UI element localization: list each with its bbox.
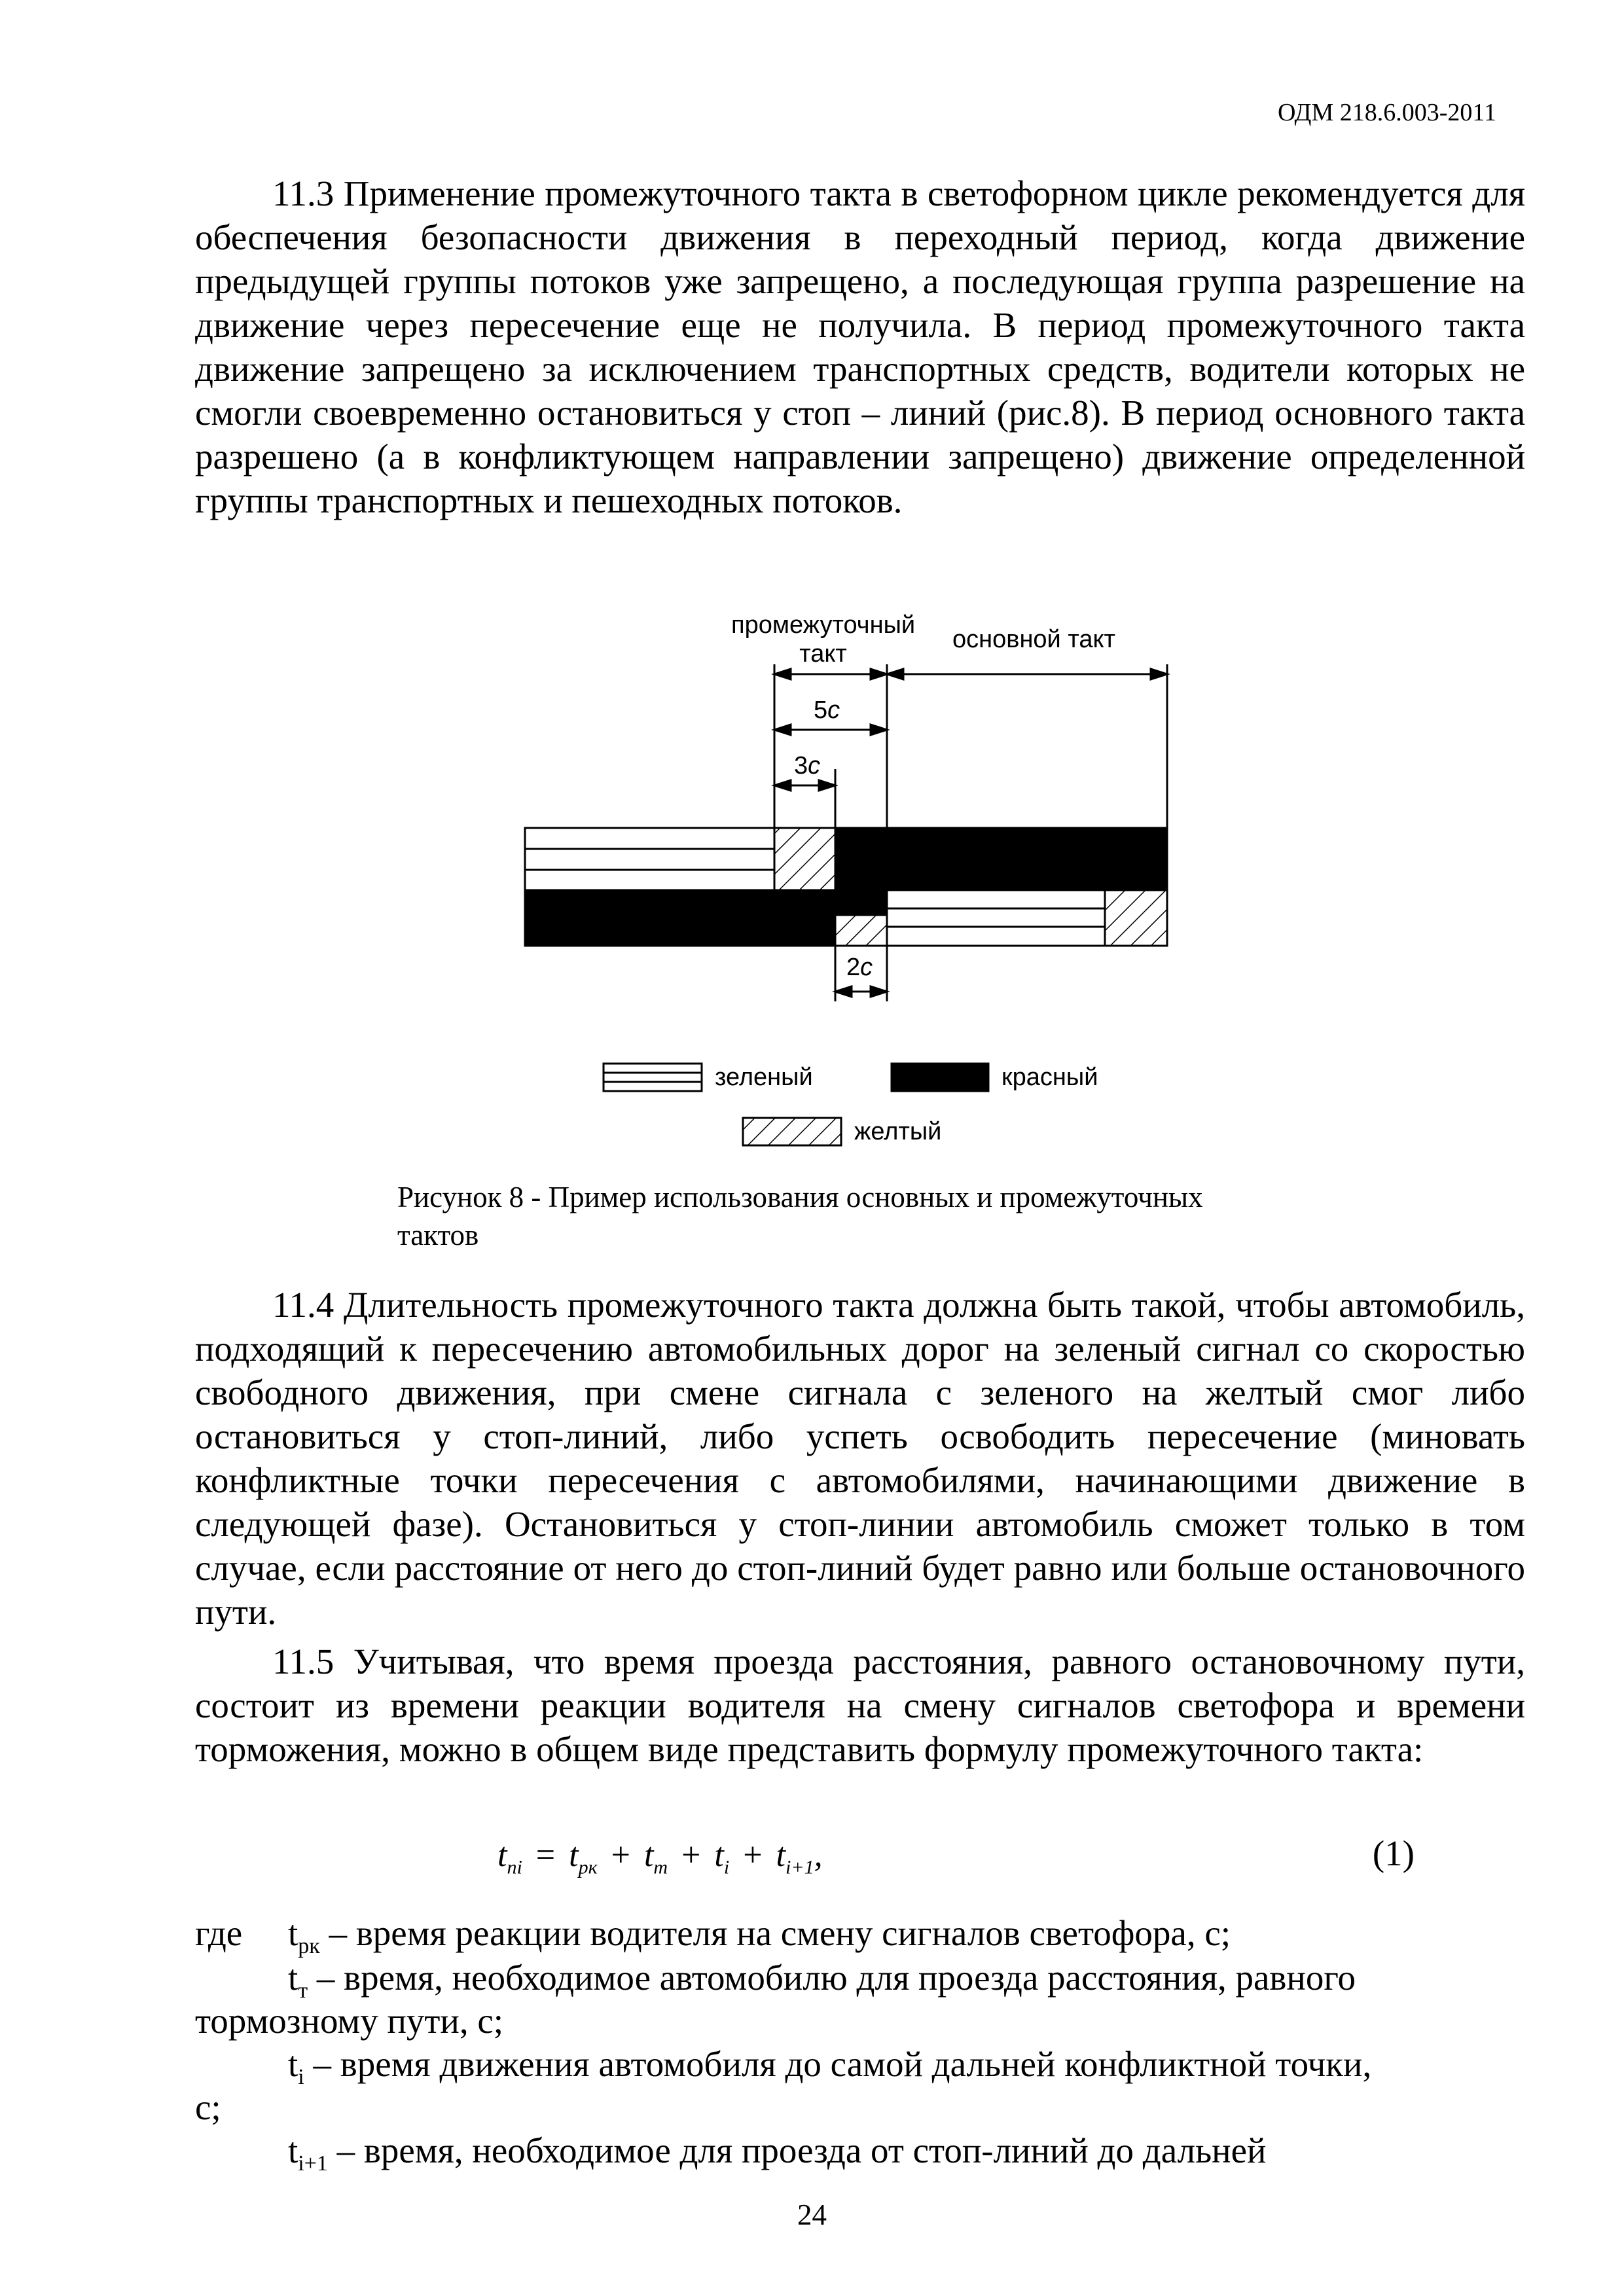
- row1-green: [525, 828, 774, 890]
- definition-t-rk: $t_{рк}$ – время реакции водителя на смену сигналов светофора, с;: [288, 1913, 1231, 1958]
- label-intermediate-phase: [731, 611, 915, 668]
- dim-label-5s: 5с: [814, 696, 840, 724]
- figure-caption: [397, 1178, 1314, 1254]
- definition-t-t-continued: тормозному пути, с;: [195, 2001, 504, 2041]
- row2-yellow: [835, 915, 887, 946]
- definition-t-i1: $t_{i+1}$ – время, необходимое для проезда от стоп-линий до дальней: [288, 2130, 1267, 2176]
- formula-number: (1): [1372, 1833, 1415, 1873]
- paragraph-11-3-text: 11.3 Применение промежуточного такта в светофорном цикле рекомендуется для обеспечения безопасности движения в переходный период, когда движение предыдущей группы потоков уже запрещено, а последующая группа разрешение на движение через пересечение еще не получила. В период промежуточного такта движение запрещено за исключением транспортных средств, водители которых не смогли своевременно остановиться у стоп – линий (рис.8). В период основного такта разрешено (а в конфликтующем направлении запрещено) движение определенной группы транспортных и пешеходных потоков.: [195, 173, 1525, 520]
- definition-t-t: $t_т$ – время, необходимое автомобилю для проезда расстояния, равного: [288, 1958, 1356, 2003]
- paragraph-11-5-text: 11.5 Учитывая, что время проезда расстояния, равного остановочному пути, состоит из времени реакции водителя на смену сигналов светофора и времени торможения, можно в общем виде представить формулу промежуточного такта:: [195, 1641, 1525, 1769]
- row1-yellow: [774, 828, 835, 890]
- row1-red: [835, 828, 1167, 890]
- legend-red-swatch: [892, 1064, 988, 1091]
- legend-yellow-swatch: [743, 1118, 841, 1145]
- label-intermediate-line2: такт: [799, 640, 847, 668]
- definition-t-i: $t_i$ – время движения автомобиля до самой дальней конфликтной точки,: [288, 2044, 1372, 2089]
- legend-green-swatch: [604, 1064, 702, 1091]
- paragraph-11-3: [195, 171, 1525, 522]
- row2-red: [525, 890, 835, 946]
- figure-8: [0, 589, 1624, 1178]
- legend-yellow-label: желтый: [854, 1118, 942, 1145]
- caption-line1: Рисунок 8 - Пример использования основных и промежуточных: [397, 1181, 1203, 1213]
- row2-green: [887, 890, 1105, 946]
- legend-red-label: красный: [1001, 1064, 1098, 1091]
- dim-label-2s: 2с: [846, 954, 873, 981]
- paragraph-11-4: [195, 1283, 1525, 1634]
- signal-row-1: [525, 828, 1167, 890]
- formula-1: $t_{пi} = t_{рк} + t_т + t_i + t_{i+1}$,: [497, 1837, 823, 1878]
- definition-t-i-continued: с;: [195, 2087, 221, 2127]
- document-code: ОДМ 218.6.003-2011: [1277, 99, 1496, 126]
- label-main-phase: основной такт: [952, 626, 1115, 653]
- page-number: 24: [797, 2198, 827, 2231]
- dim-label-3s: 3с: [794, 752, 821, 780]
- row2-yellow-end: [1105, 890, 1167, 946]
- definition-where: где: [195, 1913, 243, 1953]
- signal-row-2: [525, 890, 1167, 946]
- legend-green-label: зеленый: [715, 1064, 813, 1091]
- caption-line2: тактов: [397, 1219, 479, 1251]
- label-intermediate-line1: промежуточный: [731, 611, 916, 639]
- paragraph-11-5: [195, 1640, 1525, 1771]
- paragraph-11-4-text: 11.4 Длительность промежуточного такта должна быть такой, чтобы автомобиль, подходящий к пересечению автомобильных дорог на зеленый сигнал со скоростью свободного движения, при смене сигнала с зеленого на желтый смог либо остановиться у стоп-линий, либо успеть освободить пересечение (миновать конфликтные точки пересечения с автомобилями, начинающими движение в следующей фазе). Остановиться у стоп-линии автомобиль сможет только в том случае, если расстояние от него до стоп-линий будет равно или больше остановочного пути.: [195, 1285, 1525, 1632]
